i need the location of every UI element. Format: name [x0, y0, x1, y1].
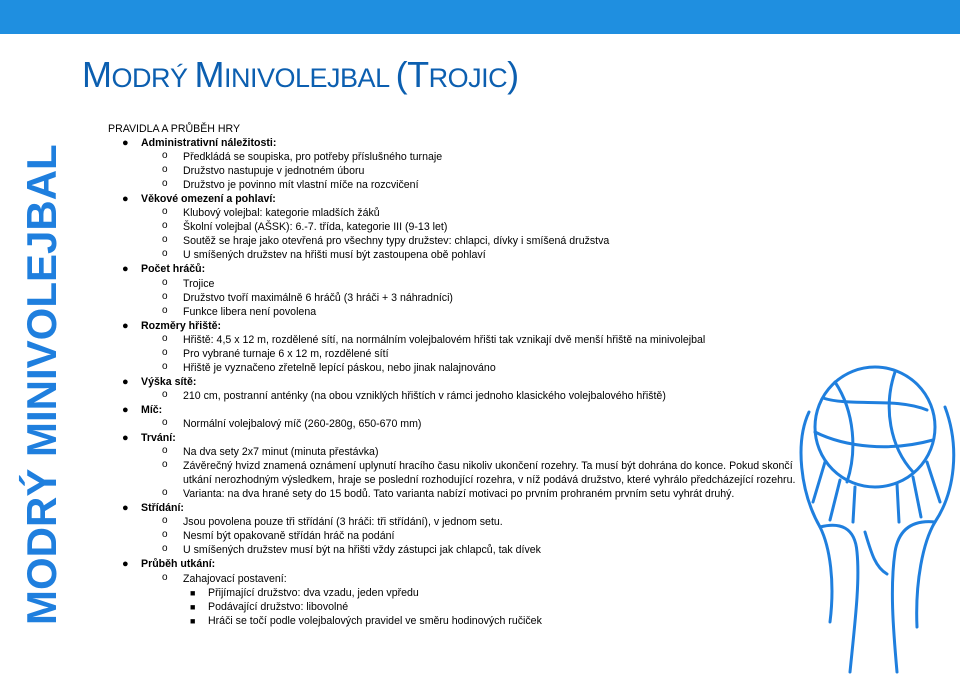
top-band	[0, 0, 960, 34]
list-item: o Školní volejbal (AŠSK): 6.-7. třída, kategorie III (9-13 let)	[162, 220, 448, 234]
list-item: o Zahajovací postavení:	[162, 571, 287, 585]
section-header: ● Věkové omezení a pohlaví:	[122, 193, 276, 206]
square-bullet-icon: ■	[190, 587, 196, 598]
title-paren-word: ROJIC	[428, 63, 508, 93]
o-bullet-icon: o	[162, 164, 168, 176]
o-bullet-icon: o	[162, 346, 168, 358]
list-item: o Soutěž se hraje jako otevřená pro všechny typy družstev: chlapci, dívky i smíšená družstva	[162, 234, 610, 248]
o-bullet-icon: o	[162, 529, 168, 541]
bullet-icon: ●	[122, 193, 129, 206]
o-bullet-icon: o	[162, 515, 168, 527]
o-bullet-icon: o	[162, 206, 168, 218]
bullet-icon: ●	[122, 319, 129, 332]
section-header: ● Střídání:	[122, 502, 184, 515]
list-item: o Předkládá se soupiska, pro potřeby příslušného turnaje	[162, 150, 443, 164]
o-bullet-icon: o	[162, 332, 168, 344]
o-bullet-icon: o	[162, 445, 168, 457]
list-item: o Varianta: na dva hrané sety do 15 bodů. Tato varianta nabízí motivaci po prvním prohraném prvním setu vyhrát druhý.	[162, 487, 735, 501]
list-item: o Hřiště je vyznačeno zřetelně lepící páskou, nebo jinak nalajnováno	[162, 360, 496, 374]
section-header: ● Výška sítě:	[122, 375, 197, 388]
list-item: o Trojice	[162, 276, 215, 290]
o-bullet-icon: o	[162, 459, 168, 471]
title-paren-close: )	[507, 54, 519, 95]
list-item: o Normální volejbalový míč (260-280g, 650-670 mm)	[162, 416, 422, 430]
o-bullet-icon: o	[162, 178, 168, 190]
sub-list-item: ■ Podávající družstvo: libovolné	[190, 600, 349, 613]
list-item: o Funkce libera není povolena	[162, 304, 317, 318]
title-m1: M	[82, 54, 112, 95]
list-item: o Závěrečný hvizd znamená oznámení uplynutí hracího času nikoliv ukončení rozehry. Ta musí být dohrána do konce. Pokud skončí	[162, 459, 793, 473]
list-item: o Jsou povolena pouze tři střídání (3 hráči: tři střídání), v jednom setu.	[162, 515, 503, 529]
list-item: o U smíšených družstev na hřišti musí být zastoupena obě pohlaví	[162, 248, 486, 262]
o-bullet-icon: o	[162, 220, 168, 232]
bullet-icon: ●	[122, 403, 129, 416]
o-bullet-icon: o	[162, 543, 168, 555]
volleyball-hands-icon	[795, 352, 960, 678]
bullet-icon: ●	[122, 375, 129, 388]
title-paren-open: (T	[395, 54, 429, 95]
bullet-icon: ●	[122, 263, 129, 276]
sub-list-item: ■ Hráči se točí podle volejbalových pravidel ve směru hodinových ručiček	[190, 614, 542, 627]
list-item-continuation: utkání nerozhodným výsledkem, hraje se poslední rozhodující rozehra, v níž podává družstvo, které vyhrálo předcházející rozehru.	[183, 474, 796, 487]
list-item: o Pro vybrané turnaje 6 x 12 m, rozdělené sítí	[162, 346, 389, 360]
bullet-icon: ●	[122, 558, 129, 571]
list-item: o Na dva sety 2x7 minut (minuta přestávka)	[162, 445, 379, 459]
list-item: o Hřiště: 4,5 x 12 m, rozdělené sítí, na normálním volejbalovém hřišti tak vznikají dvě menší hřiště na minivolejbal	[162, 332, 706, 346]
o-bullet-icon: o	[162, 360, 168, 372]
section-header: ● Počet hráčů:	[122, 263, 206, 276]
o-bullet-icon: o	[162, 234, 168, 246]
o-bullet-icon: o	[162, 487, 168, 499]
section-header: ● Průběh utkání:	[122, 558, 216, 571]
list-item: o Družstvo tvoří maximálně 6 hráčů (3 hráči + 3 náhradníci)	[162, 290, 453, 304]
o-bullet-icon: o	[162, 150, 168, 162]
square-bullet-icon: ■	[190, 601, 196, 612]
o-bullet-icon: o	[162, 304, 168, 316]
section-header: ● Rozměry hřiště:	[122, 319, 222, 332]
square-bullet-icon: ■	[190, 615, 196, 626]
o-bullet-icon: o	[162, 276, 168, 288]
section-header: ● Administrativní náležitosti:	[122, 137, 277, 150]
list-item: o Družstvo je povinno mít vlastní míče na rozcvičení	[162, 178, 419, 192]
bullet-icon: ●	[122, 432, 129, 445]
page-title	[82, 54, 519, 96]
o-bullet-icon: o	[162, 416, 168, 428]
o-bullet-icon: o	[162, 290, 168, 302]
sub-list-item: ■ Přijímající družstvo: dva vzadu, jeden vpředu	[190, 586, 419, 599]
rules-heading: PRAVIDLA A PRŮBĚH HRY	[108, 123, 241, 135]
section-header: ● Trvání:	[122, 432, 176, 445]
list-item: o Družstvo nastupuje v jednotném úboru	[162, 164, 365, 178]
bullet-icon: ●	[122, 502, 129, 515]
o-bullet-icon: o	[162, 571, 168, 583]
list-item: o 210 cm, postranní anténky (na obou vzniklých hřištích v rámci jednoho klasického volejbalového hřiště)	[162, 388, 666, 402]
title-part1: ODRÝ	[111, 63, 195, 93]
title-part2: INIVOLEJBAL	[224, 63, 396, 93]
section-header: ● Míč:	[122, 403, 163, 416]
rules-content	[108, 122, 808, 628]
list-item: o Klubový volejbal: kategorie mladších žáků	[162, 206, 380, 220]
list-item: o U smíšených družstev musí být na hřišti vždy zástupci jak chlapců, tak dívek	[162, 543, 541, 557]
o-bullet-icon: o	[162, 388, 168, 400]
vertical-title: MODRÝ MINIVOLEJBAL	[18, 144, 65, 625]
title-m2: M	[194, 54, 225, 95]
bullet-icon: ●	[122, 137, 129, 150]
o-bullet-icon: o	[162, 248, 168, 260]
list-item: o Nesmí být opakovaně střídán hráč na podání	[162, 529, 395, 543]
